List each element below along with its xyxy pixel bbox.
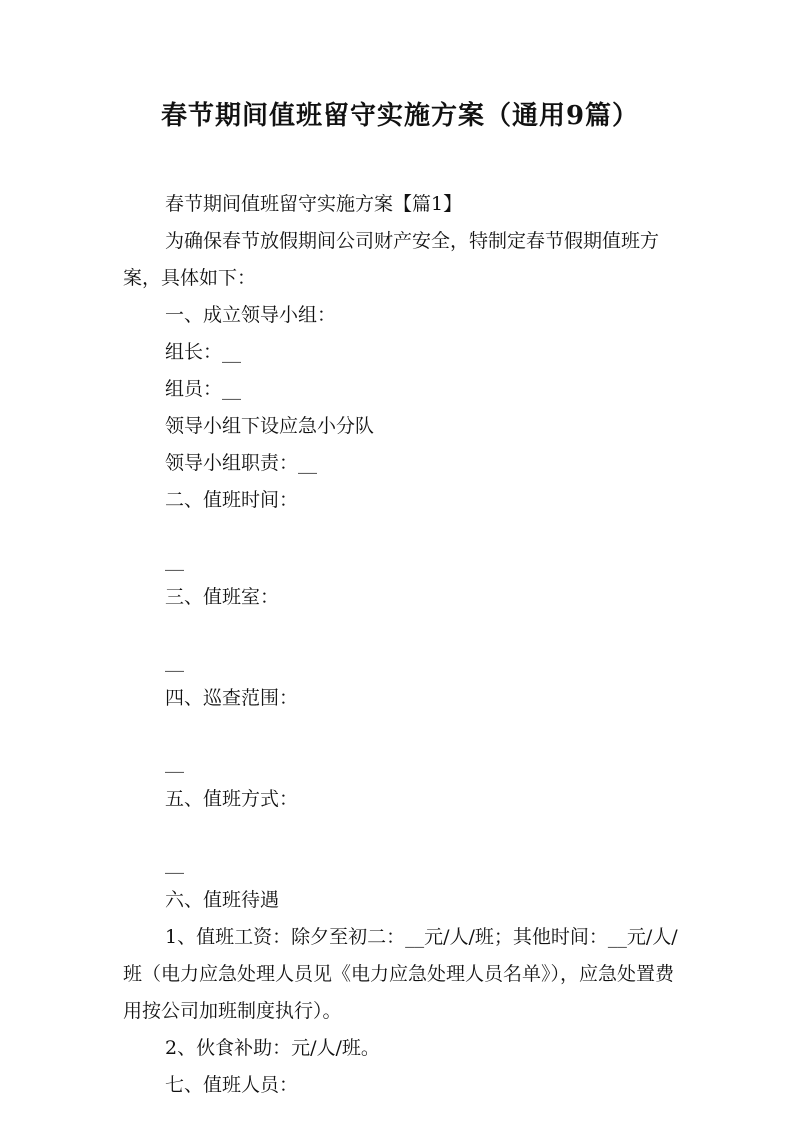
section-1-heading: 一、成立领导小组： <box>165 304 337 326</box>
duty-method-blank: __ <box>165 852 184 874</box>
section-5-heading: 五、值班方式： <box>165 788 299 810</box>
members-line: 组员：__ <box>165 378 242 400</box>
duties-line: 领导小组职责：__ <box>165 452 318 474</box>
document-body <box>123 186 683 1104</box>
section-6-heading: 六、值班待遇 <box>165 889 280 911</box>
section-7-heading: 七、值班人员： <box>165 1074 299 1096</box>
section-4-heading: 四、巡查范围： <box>165 687 299 709</box>
patrol-range-blank: __ <box>165 751 184 773</box>
meal-allowance-line: 2、伙食补助：元/人/班。 <box>165 1037 380 1059</box>
duty-time-blank: __ <box>165 549 184 571</box>
emergency-team-line: 领导小组下设应急小分队 <box>165 415 375 437</box>
document-title: 春节期间值班留守实施方案（通用9篇） <box>160 101 640 131</box>
intro-paragraph: 为确保春节放假期间公司财产安全，特制定春节假期值班方案，具体如下： <box>123 230 660 289</box>
leader-line: 组长：__ <box>165 341 242 363</box>
section-3-heading: 三、值班室： <box>165 586 280 608</box>
wage-paragraph: 1、值班工资：除夕至初二：__元/人/班；其他时间：__元/人/班（电力应急处理人员见《电力应急处理人员名单》），应急处置费用按公司加班制度执行）。 <box>123 926 678 1022</box>
section-2-heading: 二、值班时间： <box>165 489 299 511</box>
duty-room-blank: __ <box>165 650 184 672</box>
section-heading: 春节期间值班留守实施方案【篇1】 <box>165 193 463 215</box>
